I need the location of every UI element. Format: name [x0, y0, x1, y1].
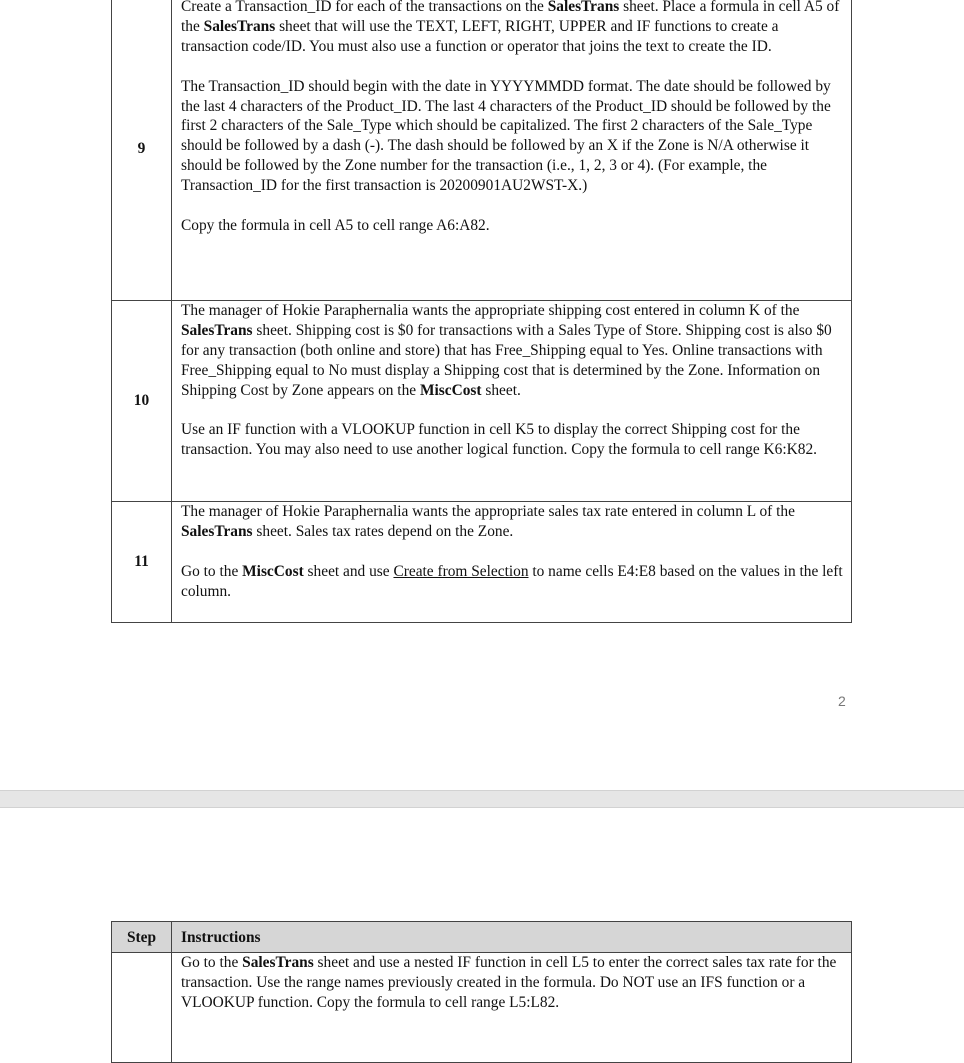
table-row-step-9	[112, 0, 852, 301]
instruction-paragraph: Go to the MiscCost sheet and use Create from Selection to name cells E4:E8 based on the values in the left column.	[181, 562, 843, 600]
table-row	[112, 952, 852, 1062]
instructions-table-page-2	[111, 921, 852, 1063]
step-number: 10	[112, 301, 172, 502]
instruction-paragraph: Use an IF function with a VLOOKUP function in cell K5 to display the correct Shipping cost for the transaction. You may also need to use another logical function. Copy the formula to cell range K6:K82.	[181, 421, 817, 459]
document-page-2	[0, 808, 964, 1024]
instruction-paragraph: Create a Transaction_ID for each of the transactions on the SalesTrans sheet. Place a formula in cell A5 of the SalesTrans sheet that will use the TEXT, LEFT, RIGHT, UPPER and IF functions to create a transaction code/ID. You must also use a function or operator that joins the text to create the ID.	[181, 0, 840, 55]
instruction-cell	[172, 502, 852, 623]
instruction-cell	[172, 952, 852, 1062]
table-row-step-10	[112, 301, 852, 502]
instruction-cell	[172, 0, 852, 301]
column-header-instructions: Instructions	[172, 922, 852, 953]
step-number: 11	[112, 502, 172, 623]
page-number: 2	[838, 693, 846, 709]
page-separator	[0, 790, 964, 808]
instruction-paragraph: The manager of Hokie Paraphernalia wants the appropriate sales tax rate entered in column L of the SalesTrans sheet. Sales tax rates depend on the Zone.	[181, 503, 795, 540]
instruction-cell	[172, 301, 852, 502]
column-header-step: Step	[112, 922, 172, 953]
table-row-step-11	[112, 502, 852, 623]
instruction-paragraph: The Transaction_ID should begin with the date in YYYYMMDD format. The date should be followed by the last 4 characters of the Product_ID. The last 4 characters of the Product_ID should be followed by the first 2 characters of the Sale_Type which should be capitalized. The first 2 characters of the Sale_Type should be followed by a dash (-). The dash should be followed by an X if the Zone is N/A otherwise it should be followed by the Zone number for the transaction (i.e., 1, 2, 3 or 4). (For example, the Transaction_ID for the first transaction is 20200901AU2WST-X.)	[181, 77, 831, 195]
table-header-row	[112, 922, 852, 953]
step-number	[112, 952, 172, 1062]
create-from-selection-text: Create from Selection	[393, 562, 529, 580]
step-number: 9	[112, 0, 172, 301]
instruction-paragraph: Go to the SalesTrans sheet and use a nested IF function in cell L5 to enter the correct sales tax rate for the transaction. Use the range names previously created in the formula. Do NOT use an IFS function or a VLOOKUP function. Copy the formula to cell range L5:L82.	[181, 953, 837, 1011]
instruction-paragraph: The manager of Hokie Paraphernalia wants the appropriate shipping cost entered in column K of the SalesTrans sheet. Shipping cost is $0 for transactions with a Sales Type of Store. Shipping cost is also $0 for any transaction (both online and store) that has Free_Shipping equal to Yes. Online transactions with Free_Shipping equal to No must display a Shipping cost that is determined by the Zone. Information on Shipping Cost by Zone appears on the MiscCost sheet.	[181, 302, 832, 399]
instruction-paragraph: Copy the formula in cell A5 to cell range A6:A82.	[181, 216, 490, 234]
instructions-table-page-1	[111, 0, 852, 623]
